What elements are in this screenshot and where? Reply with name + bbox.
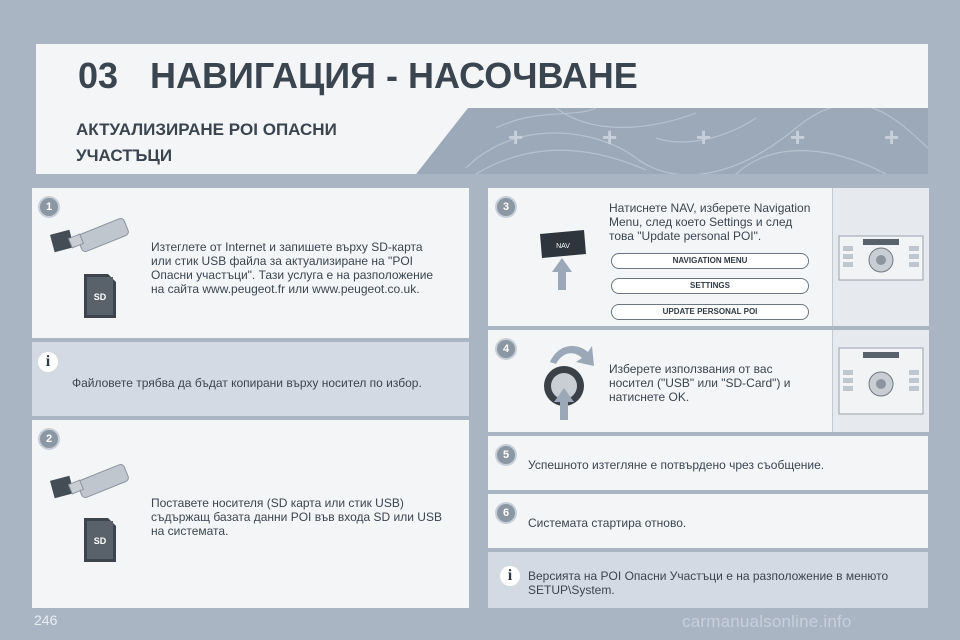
radio-unit-icon (833, 330, 929, 432)
sd-card-icon (82, 272, 118, 320)
step-4-text (609, 362, 790, 404)
svg-text:SD: SD (93, 292, 107, 302)
plus-mark: + (790, 122, 806, 152)
info-text: Файловете трябва да бъдат копирани върху носител по избор. (72, 376, 422, 390)
page-number: 246 (34, 612, 58, 628)
text-line: Опасни участъци". Тази услуга е на разположение (151, 268, 434, 282)
step-3-badge: 3 (497, 198, 515, 216)
text-line: Натиснете NAV, изберете Navigation (609, 201, 811, 215)
page-title: НАВИГАЦИЯ - НАСОЧВАНЕ (150, 55, 638, 96)
text-line: носител ("USB" или "SD-Card") и (609, 376, 791, 390)
menu-navigation: NAVIGATION MENU (611, 253, 809, 269)
info-icon: i (38, 352, 58, 372)
text-line: Menu, след което Settings и след (609, 215, 793, 229)
step-1-badge: 1 (40, 198, 58, 216)
step-1-text (151, 240, 433, 296)
text-line: или стик USB файла за актуализиране на "POI (151, 254, 413, 268)
step-3-text (609, 201, 810, 243)
menu-settings: SETTINGS (611, 278, 809, 294)
text-line: Поставете носителя (SD карта или стик USB) (151, 496, 404, 510)
watermark: carmanualsonline.info (682, 612, 852, 631)
text-line: Изтеглете от Internet и запишете върху SD-карта (151, 240, 423, 254)
text-line: SETUP\System. (528, 583, 615, 597)
step-5-badge: 5 (497, 446, 515, 464)
text-line: Версията на POI Опасни Участъци е на разположение в менюто (528, 569, 889, 583)
usb-stick-icon (50, 212, 130, 260)
subtitle-line: УЧАСТЪЦИ (76, 146, 173, 165)
info-text (528, 569, 888, 597)
menu-update-personal-poi: UPDATE PERSONAL POI (611, 304, 809, 320)
rotary-knob-icon (536, 338, 596, 424)
text-line: на системата. (151, 524, 229, 538)
plus-mark: + (884, 122, 900, 152)
text-line: Изберете използвания от вас (609, 362, 773, 376)
sd-card-icon (82, 516, 118, 564)
radio-unit-image (832, 330, 929, 432)
step-4-badge: 4 (497, 340, 515, 358)
step-5-text: Успешното изтегляне е потвърдено чрез съобщение. (528, 458, 825, 472)
text-line: съдържащ базата данни POI във входа SD или USB (151, 510, 442, 524)
radio-unit-icon (833, 188, 929, 326)
subtitle-line: АКТУАЛИЗИРАНЕ POI ОПАСНИ (76, 120, 337, 139)
svg-text:SD: SD (93, 536, 107, 546)
info-icon: i (500, 566, 520, 586)
nav-button-press-icon (532, 228, 592, 294)
plus-mark: + (696, 122, 712, 152)
plus-mark: + (602, 122, 618, 152)
usb-stick-icon (50, 458, 130, 506)
text-line: натиснете OK. (609, 390, 690, 404)
chapter-number: 03 (78, 55, 119, 96)
step-2-badge: 2 (40, 430, 58, 448)
step-2-text (151, 496, 442, 538)
text-line: това "Update personal POI". (609, 229, 762, 243)
plus-mark: + (508, 122, 524, 152)
text-line: на сайта www.peugeot.fr или www.peugeot.co.uk. (151, 282, 420, 296)
section-subtitle (76, 117, 337, 169)
step-6-badge: 6 (497, 504, 515, 522)
radio-unit-image (832, 188, 929, 326)
nav-button-label: NAV (556, 243, 570, 250)
step-6-text: Системата стартира отново. (528, 516, 687, 530)
